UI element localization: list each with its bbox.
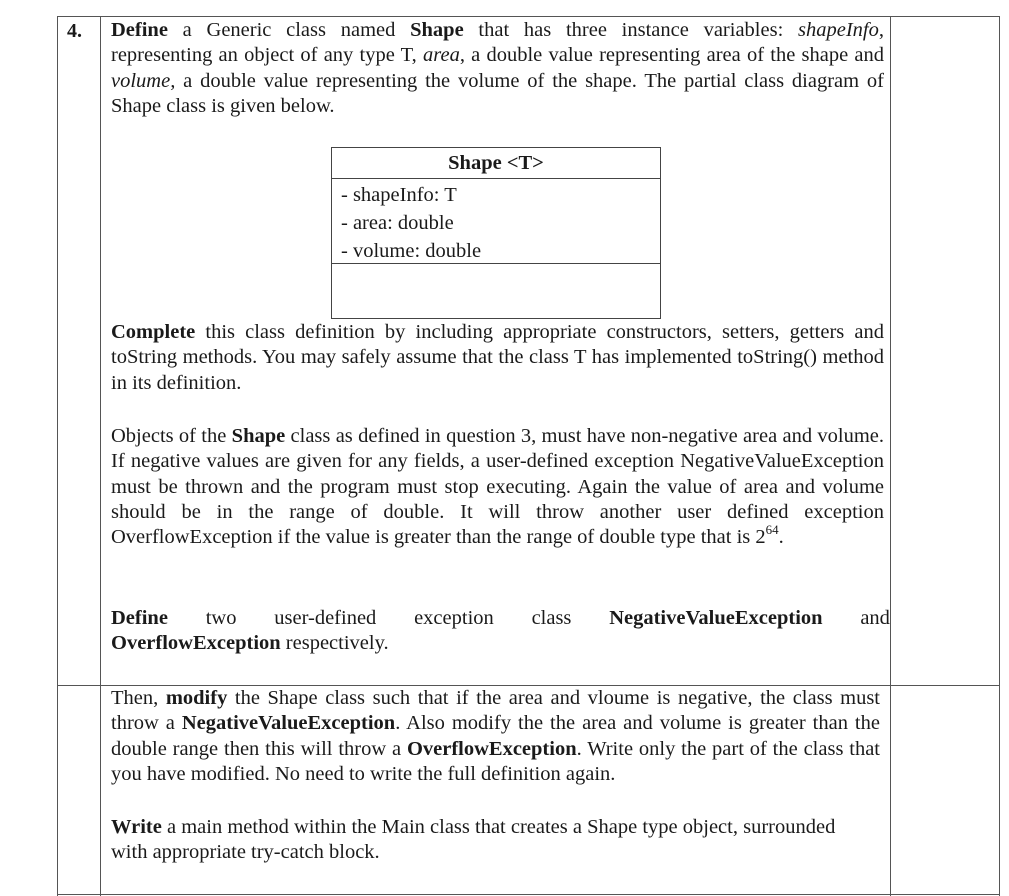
table-left-border xyxy=(57,16,58,896)
main-method-line: with appropriate try-catch block. xyxy=(111,841,380,864)
question-number: 4. xyxy=(67,20,82,42)
uml-attribute: - volume: double xyxy=(341,240,482,262)
uml-class-title: Shape <T> xyxy=(332,148,660,179)
marks-column-divider xyxy=(890,16,891,896)
modify-keyword: modify xyxy=(165,687,228,709)
define-exceptions-line: Define two user-defined exception class NegativeValueException and xyxy=(111,606,890,631)
uml-attributes xyxy=(332,179,660,264)
main-method-paragraph xyxy=(111,815,890,866)
complete-keyword: Complete xyxy=(111,321,196,343)
overflow-exception-name: OverflowException xyxy=(111,632,281,655)
uml-attribute: - shapeInfo: T xyxy=(341,184,457,206)
uml-attribute: - area: double xyxy=(341,212,454,234)
main-method-line: Write a main method within the Main class that creates a Shape type object, surrounded xyxy=(111,816,836,838)
area-term: area xyxy=(423,44,460,67)
define-keyword: Define xyxy=(111,607,168,629)
shapeinfo-term: shapeInfo xyxy=(798,19,879,41)
modify-paragraph: Then, modify the Shape class such that if the area and vloume is negative, the class must throw a NegativeValueException. Also modify the the area and volume is greater than the double range then this will throw a OverflowException. Write only the part of the class that you have modified. No need to write the full definition again. xyxy=(111,687,880,785)
table-top-border xyxy=(57,16,1000,17)
table-right-border xyxy=(999,16,1000,896)
objects-paragraph: Objects of the Shape class as defined in question 3, must have non-negative area and volume. If negative values are given for any fields, a user-defined exception NegativeValueException must be thrown and the program must stop executing. Again the value of area and volume should be in the range of double. It will throw another user defined exception OverflowException if the value is greater than the range of double type that is $2^{64}$. xyxy=(111,425,884,549)
shape-keyword: Shape xyxy=(231,425,286,447)
negative-value-exception-name: NegativeValueException xyxy=(609,607,823,629)
volume-term: volume, xyxy=(111,69,176,92)
number-column-divider xyxy=(100,16,101,896)
exponent: 64 xyxy=(765,522,779,538)
define-exceptions-paragraph xyxy=(111,606,890,657)
negative-value-exception-name: NegativeValueException xyxy=(181,712,396,735)
define-keyword: Define xyxy=(111,19,168,41)
complete-paragraph: Complete this class definition by including appropriate constructors, setters, getters and toString methods. You may safely assume that the class T has implemented toString() method in its definition. xyxy=(111,321,884,394)
shape-keyword: Shape xyxy=(410,19,464,41)
define-exceptions-line: OverflowException respectively. xyxy=(111,632,389,655)
write-keyword: Write xyxy=(111,816,162,838)
table-bottom-border xyxy=(57,894,1000,895)
uml-class-diagram xyxy=(331,147,661,319)
intro-paragraph: Define a Generic class named Shape that has three instance variables: shapeInfo, representing an object of any type T, area, a double value representing area of the shape and volume, a double value representing the volume of the shape. The partial class diagram of Shape class is given below. xyxy=(111,19,885,117)
overflow-exception-name: OverflowException xyxy=(406,737,577,760)
